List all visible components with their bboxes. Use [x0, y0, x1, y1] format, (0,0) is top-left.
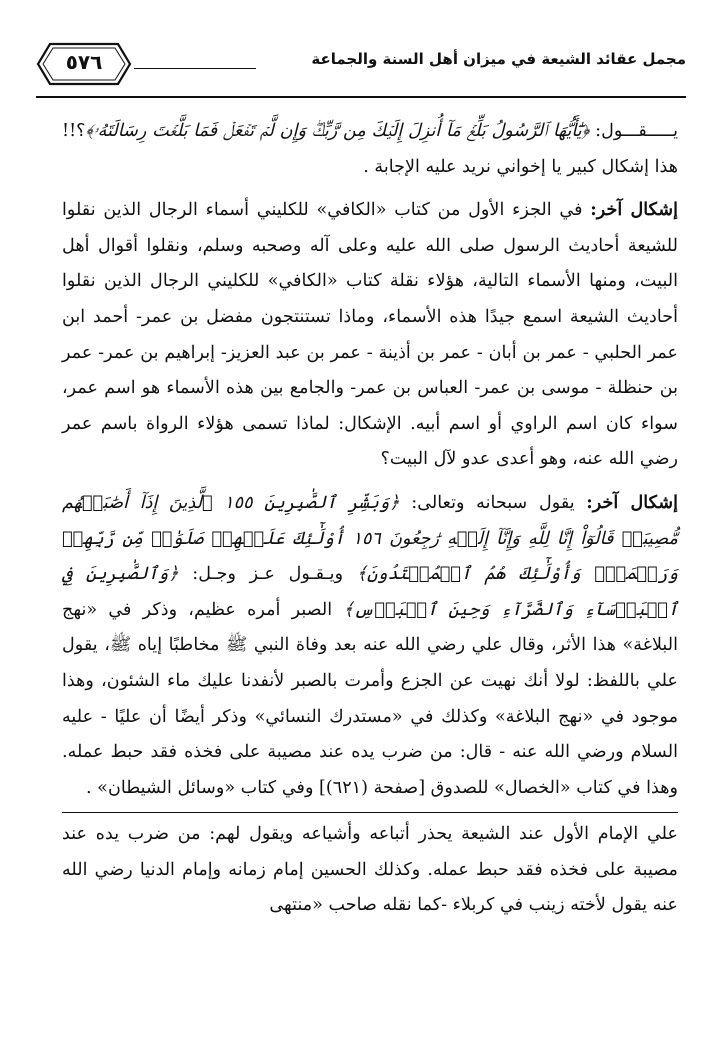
text-segment: يـــــقـــول:	[589, 121, 678, 141]
quran-verse: ﴿وَٱلصَّٰبِرِينَ فِي ٱلۡبَأۡسَآءِ وَٱلضَّرَّآءِ وَحِينَ ٱلۡبَأۡسِ﴾	[62, 564, 679, 620]
section-divider	[62, 812, 678, 813]
paragraph-lead: إشكال آخر:	[586, 491, 678, 513]
page-number-badge	[36, 40, 132, 88]
text-segment: في الجزء الأول من كتاب «الكافي» للكليني أسماء الرجال الذين نقلوا للشيعة أحاديث الرسول صلى الله عليه وعلى آله وصحبه وسلم، ونقلوا أقوال أهل البيت، ومنها الأسماء التالية، هؤلاء نقلة كتاب «الكافي» للكليني الرجال الذين نقلوا أحاديث الشيعة اسمع جيدًا هذه الأسماء، وماذا تستنتجون مفضل بن عمر- أحمد ابن عمر الحلبي - عمر بن أبان - عمر بن أذينة - عمر بن عبد العزيز- إبراهيم بن عمر- عمر بن حنظلة - موسى بن عمر- العباس بن عمر- والجامع بين هذه الأسماء هو اسم عمر، سواء كان اسم الراوي أو اسم أبيه. الإشكال: لماذا تسمى هؤلاء الرواة باسم عمر رضي الله عنه، وهو أعدى عدو لآل البيت؟	[62, 200, 678, 470]
paragraph	[62, 192, 678, 478]
page-header	[36, 40, 686, 98]
paragraph	[62, 114, 678, 185]
text-segment: يقول سبحانه وتعالى:	[399, 492, 587, 513]
text-segment: ؟!! هذا إشكال كبير يا إخواني نريد عليه الإجابة .	[62, 121, 678, 177]
quran-verse: ﴿يَٰٓأَيُّهَا ٱلرَّسُولُ بَلِّغۡ مَآ أُنزِلَ إِلَيۡكَ مِن رَّبِّكَۖ وَإِن لَّمۡ تَفۡعَلۡ فَمَا بَلَّغۡتَ رِسَالَتَهُۥ﴾	[85, 121, 590, 141]
quran-verse: ﴿وَبَشِّرِ ٱلصَّٰبِرِينَ ١٥٥ ٱلَّذِينَ إِذَآ أَصَٰبَتۡهُم مُّصِيبَةٞ قَالُوٓاْ إِنَّا لِلَّهِ وَإِنَّآ إِلَيۡهِ رَٰجِعُونَ ١٥٦ أُوْلَٰٓئِكَ عَلَيۡهِمۡ صَلَوَٰتٞ مِّن رَّبِّهِمۡ وَرَحۡمَةٞۖ وَأُوْلَٰٓئِكَ هُمُ ٱلۡمُهۡتَدُونَ﴾	[62, 492, 679, 585]
paragraph	[62, 485, 678, 806]
paragraph-lead: إشكال آخر:	[590, 199, 678, 221]
paragraph	[62, 817, 678, 924]
title-rule	[134, 68, 256, 69]
running-title: مجمل عقائد الشيعة في ميزان أهل السنة والجماعة	[311, 50, 686, 68]
page-number: ٥٧٦	[65, 50, 103, 74]
header-rule	[36, 96, 686, 98]
text-segment: الصبر أمره عظيم، وذكر في «نهج البلاغة» هذا الأثر، وقال علي رضي الله عنه بعد وفاة النبي ﷺ مخاطبًا إياه ﷺ، يقول علي باللفظ: لولا أنك نهيت عن الجزع وأمرت بالصبر لأنفدنا عليك ماء الشئون، وهذا موجود في «نهج البلاغة» وكذلك في «مستدرك النسائي» وذكر أيضًا أن عليًا - عليه السلام ورضي الله عنه - قال: من ضرب يده عند مصيبة على فخذه فقد حبط عمله. وهذا في كتاب «الخصال» للصدوق [صفحة (٦٢١)] وفي كتاب «وسائل الشيطان» .	[62, 599, 678, 798]
page-body	[62, 114, 678, 924]
text-segment: ويـقـول عـز وجـل:	[178, 564, 357, 585]
text-segment: علي الإمام الأول عند الشيعة يحذر أتباعه وأشياعه ويقول لهم: من ضرب يده عند مصيبة على فخذه فقد حبط عمله. وكذلك الحسين إمام زمانه وإمام الدنيا رضي الله عنه يقول لأخته زينب في كربلاء -كما نقله صاحب «منتهى	[62, 824, 678, 916]
